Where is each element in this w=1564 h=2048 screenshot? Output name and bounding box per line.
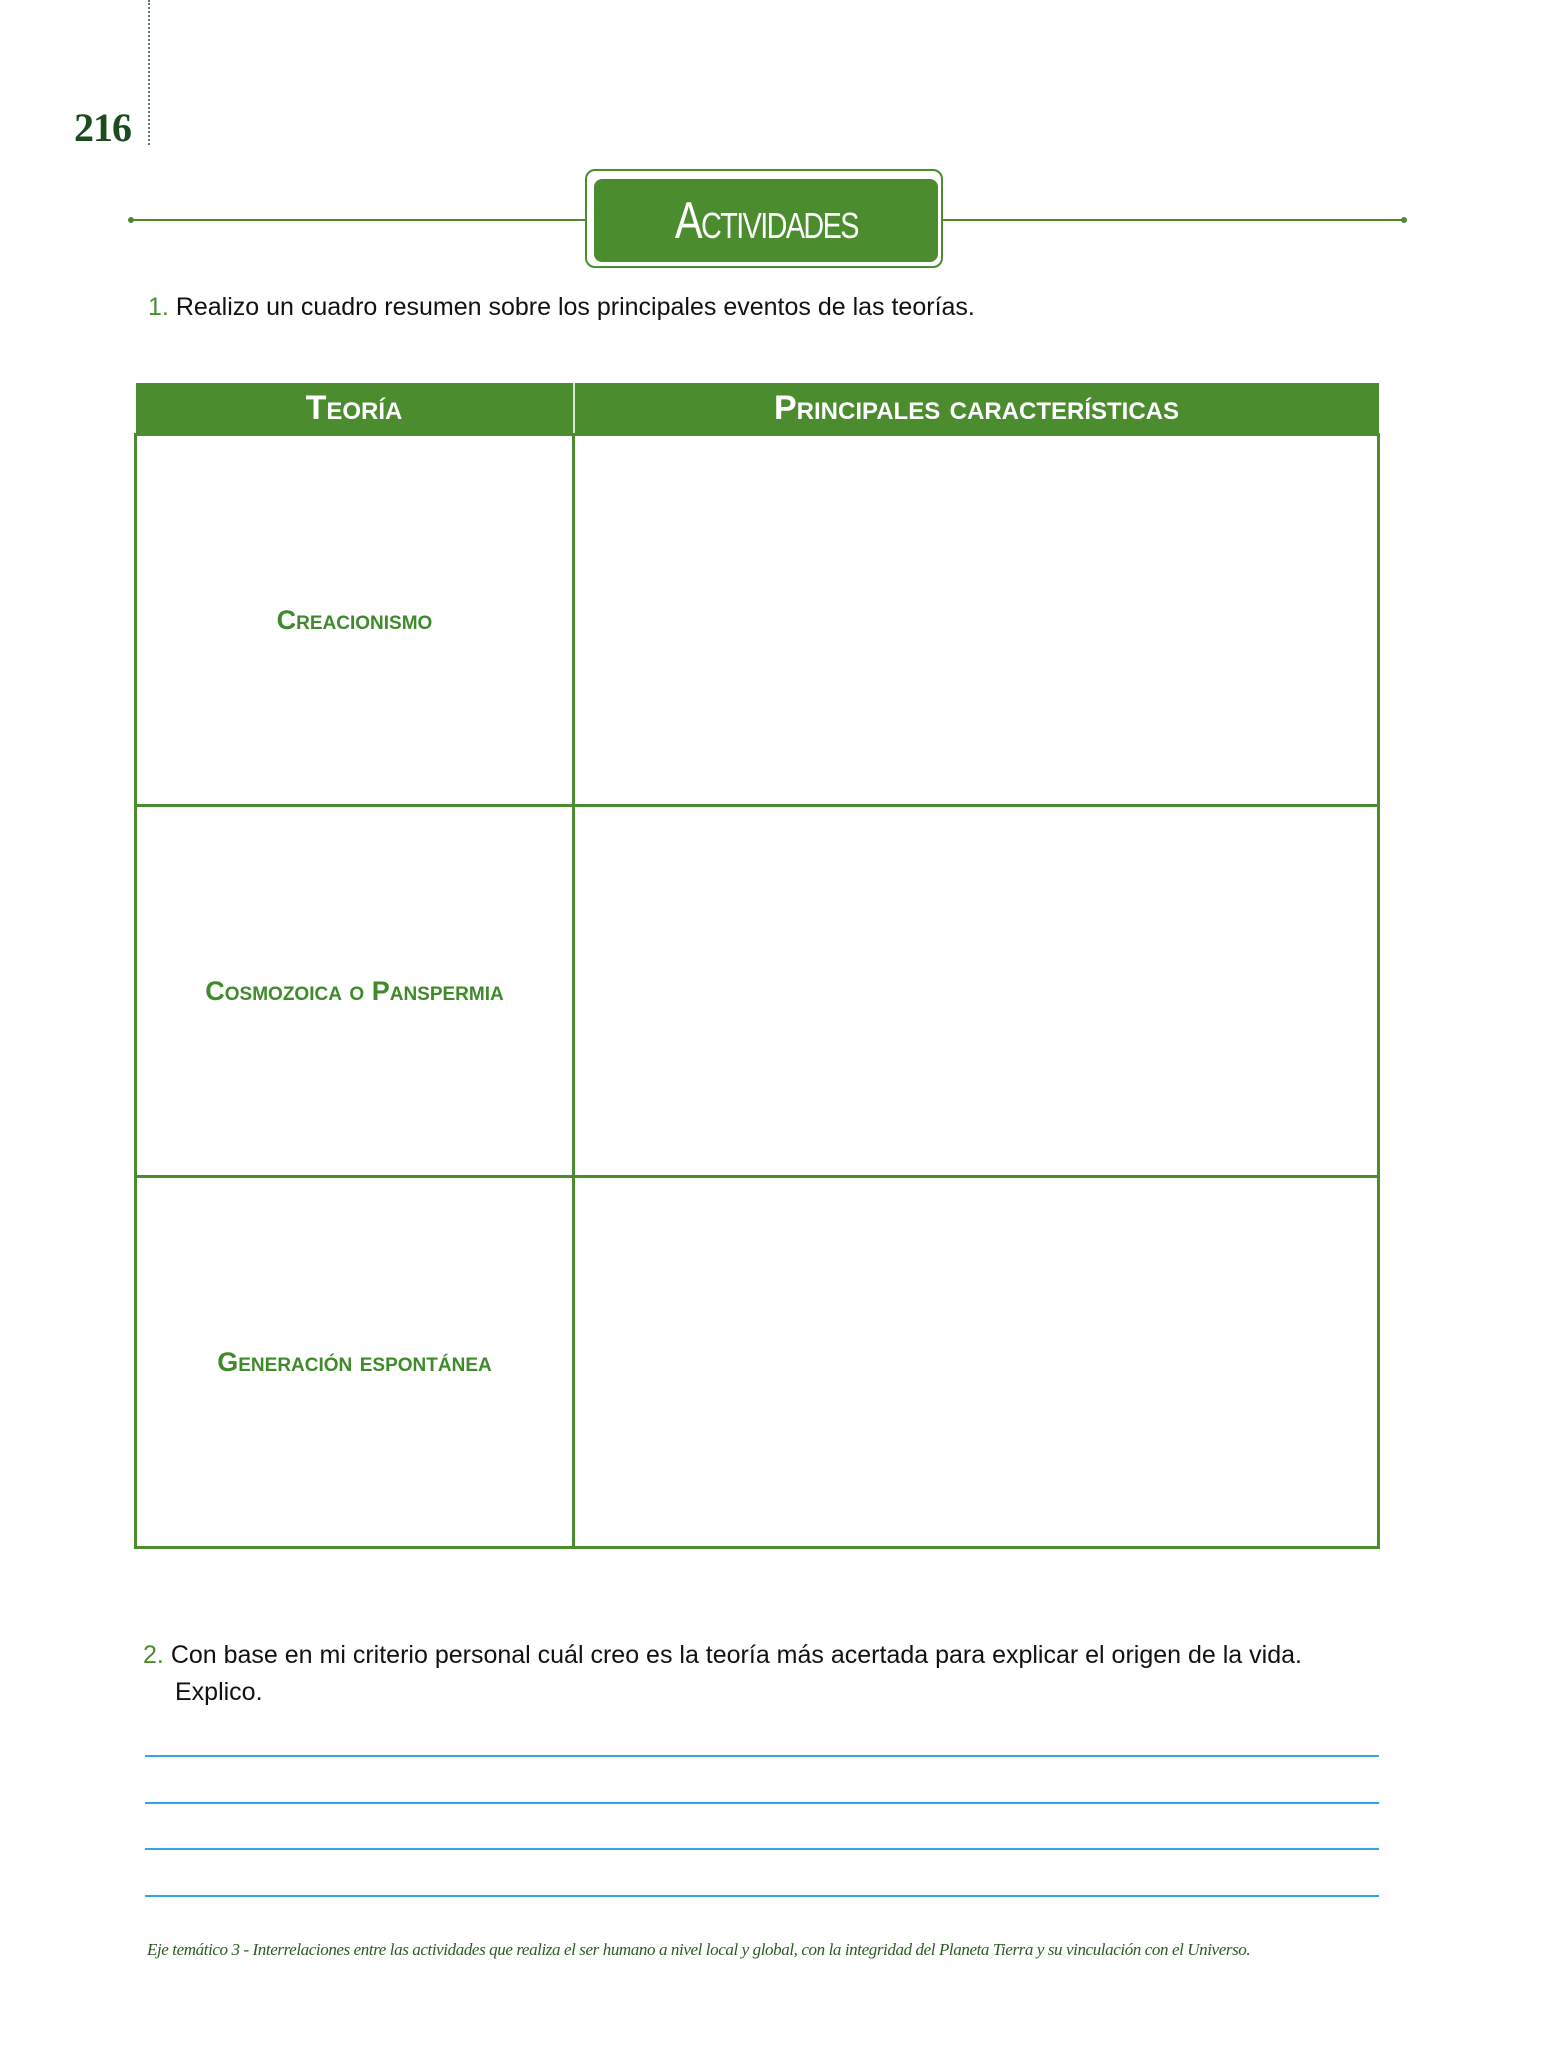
answer-line[interactable] bbox=[145, 1755, 1379, 1757]
characteristics-cell[interactable] bbox=[574, 435, 1379, 806]
question-number: 1. bbox=[148, 293, 169, 321]
footer-text: Eje temático 3 - Interrelaciones entre las actividades que realiza el ser humano a nivel local y global, con la integridad del Planeta Tierra y su vinculación con el Universo. bbox=[147, 1940, 1251, 1959]
question-2 bbox=[143, 1637, 1383, 1711]
characteristics-cell[interactable] bbox=[574, 1177, 1379, 1548]
theory-cell: Cosmozoica o Panspermia bbox=[136, 806, 574, 1177]
section-title-text: Actividades bbox=[674, 191, 858, 250]
divider-end-dot bbox=[128, 217, 134, 223]
theory-cell: Creacionismo bbox=[136, 435, 574, 806]
question-number: 2. bbox=[143, 1641, 164, 1669]
header-characteristics: Principales características bbox=[574, 383, 1379, 435]
answer-line[interactable] bbox=[145, 1895, 1379, 1897]
header-theory: Teoría bbox=[136, 383, 574, 435]
divider-end-dot bbox=[1401, 217, 1407, 223]
table-row bbox=[136, 435, 1379, 806]
question-text: Con base en mi criterio personal cuál creo es la teoría más acertada para explicar el origen de la vida. Explico. bbox=[170, 1641, 1302, 1706]
page-number: 216 bbox=[74, 105, 131, 150]
theory-cell: Generación espontánea bbox=[136, 1177, 574, 1548]
characteristics-cell[interactable] bbox=[574, 806, 1379, 1177]
table-row bbox=[136, 1177, 1379, 1548]
answer-line[interactable] bbox=[145, 1802, 1379, 1804]
summary-table bbox=[134, 383, 1380, 1549]
answer-line[interactable] bbox=[145, 1848, 1379, 1850]
question-body bbox=[143, 1637, 1383, 1711]
margin-dotted-line bbox=[148, 0, 150, 145]
table-row bbox=[136, 806, 1379, 1177]
question-1 bbox=[148, 293, 975, 322]
question-text: Realizo un cuadro resumen sobre los principales eventos de las teorías. bbox=[175, 293, 975, 321]
table-header-row bbox=[136, 383, 1379, 435]
section-title bbox=[594, 179, 938, 262]
